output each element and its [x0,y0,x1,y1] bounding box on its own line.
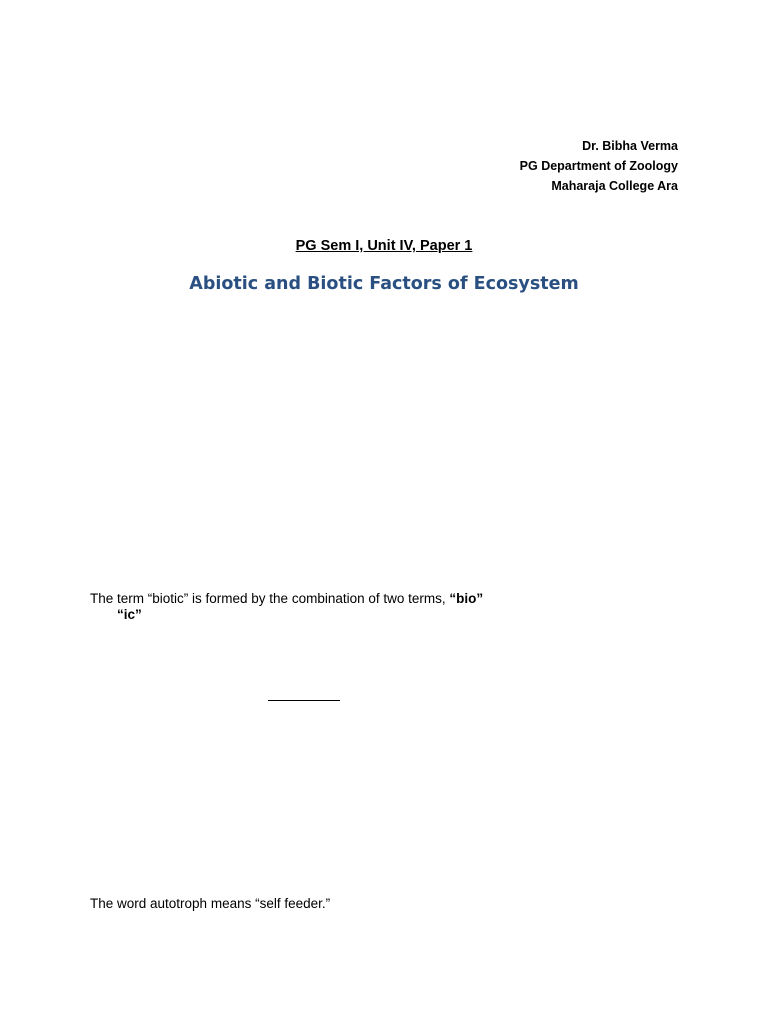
blank-underline [268,700,340,701]
course-heading [0,236,768,256]
course-label: PG Sem I, Unit IV, Paper 1 [295,238,473,254]
document-title: Abiotic and Biotic Factors of Ecosystem [189,274,579,294]
paragraph-biotic-text: The term “biotic” is formed by the combination of two terms, [90,591,450,606]
paragraph-autotroph: The word autotroph means “self feeder.” [90,896,331,911]
paragraph-biotic-bio-term: “bio” [449,591,484,606]
author-name: Dr. Bibha Verma [582,139,678,153]
paragraph-biotic [90,591,483,607]
author-department: PG Department of Zoology [519,159,678,173]
paragraph-biotic-ic-term: “ic” [117,607,142,622]
author-block [520,136,678,196]
author-college: Maharaja College Ara [551,179,678,193]
